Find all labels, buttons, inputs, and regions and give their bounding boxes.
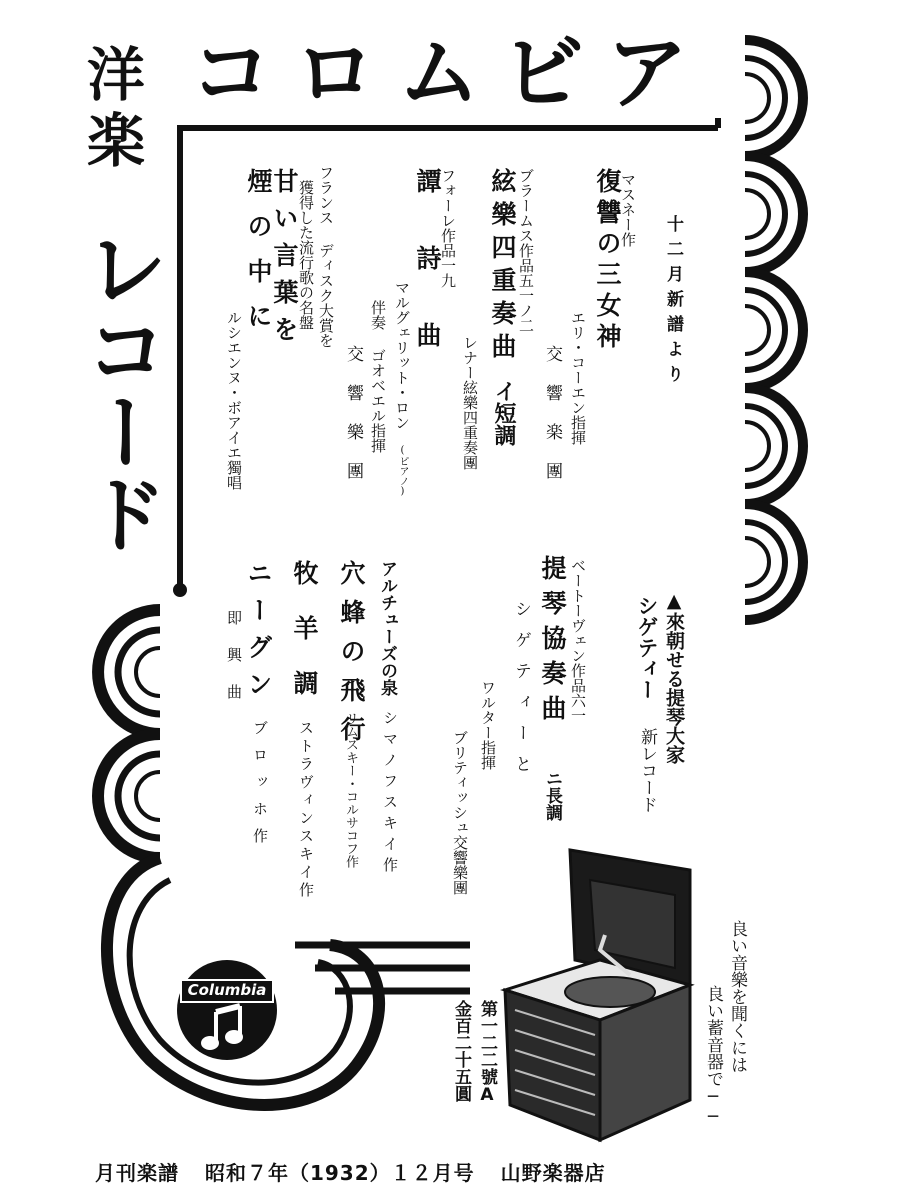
- footer-caption: [95, 1157, 624, 1186]
- release-3-accompaniment: 伴奏 ゴオベエル指揮: [369, 300, 387, 453]
- release-3-title: 譚詩曲: [413, 168, 442, 399]
- release-4-title2: 煙の中に: [244, 168, 273, 348]
- release-3-performer: 交響樂團: [343, 345, 363, 501]
- release-8-subtitle: 即興曲: [225, 610, 243, 721]
- release-8-composer: ブロッホ作: [251, 720, 269, 855]
- szigeti-composer: ベートーヴェン作品六一: [569, 558, 587, 723]
- release-5-title: アルチューズの泉: [377, 560, 397, 696]
- release-4-tagline: フランス ディスク大賞を: [317, 165, 335, 348]
- brand-title: コロムビア: [190, 28, 710, 120]
- columbia-logo-text: Columbia: [187, 981, 267, 999]
- release-2-performer: レナー絃樂四重奏團: [461, 335, 479, 470]
- release-4-singer: ルシエンヌ・ボアイエ獨唱: [225, 310, 243, 490]
- release-8-title: ニーグン: [244, 560, 273, 708]
- release-2-composer: ブラームス作品五一ノ二: [517, 168, 535, 333]
- release-1-composer: マスネー作: [619, 172, 637, 247]
- footer-date: 昭和７年（1932）１２月号: [204, 1161, 475, 1185]
- release-4-tagline2: 獲得した流行歌の名盤: [297, 180, 315, 330]
- release-3-soloist: マルグェリット・ロン: [393, 280, 411, 430]
- release-6-composer: リムスキー・コルサコフ作: [343, 712, 358, 868]
- release-1-performer: 交響楽團: [542, 345, 562, 501]
- frame-dot: [173, 583, 187, 597]
- szigeti-soloist: シゲティーと: [511, 600, 531, 786]
- issue-intro: 十二月新譜より: [663, 215, 683, 390]
- release-7-composer: ストラヴィンスキイ作: [297, 720, 315, 900]
- phonograph-model: 第一二二號A: [477, 1000, 497, 1105]
- szigeti-new-record: 新レコード: [637, 728, 657, 813]
- szigeti-key: ニ長調: [542, 770, 562, 821]
- szigeti-conductor: ワルター指揮: [479, 680, 497, 770]
- szigeti-orchestra: ブリティッシュ交響樂團: [451, 730, 469, 895]
- szigeti-intro: ▲來朝せる提琴大家: [663, 590, 685, 764]
- slogan-line-1: 良い音樂を聞くには: [727, 920, 747, 1073]
- footer-publisher: 山野楽器店: [500, 1161, 606, 1185]
- footer-magazine: 月刊楽譜: [95, 1161, 179, 1185]
- szigeti-name: シゲティー: [635, 595, 659, 700]
- release-4-title: 甘い言葉を: [270, 168, 299, 353]
- release-2-title: 絃樂四重奏曲: [488, 168, 517, 366]
- release-6-title: 穴蜂の飛行: [337, 560, 366, 755]
- release-1-title: 復讐の三女神: [593, 168, 622, 354]
- slogan-line-2: 良い蓄音器で──: [703, 985, 723, 1127]
- release-2-key: イ短調: [491, 380, 516, 446]
- phonograph-illustration: [505, 850, 690, 1140]
- release-3-composer: フォーレ作品一九: [439, 168, 457, 288]
- phonograph-price: 金百二十五圓: [451, 1000, 471, 1102]
- release-7-title: 牧羊調: [290, 560, 319, 725]
- product-label: レコード: [71, 225, 169, 553]
- right-scallops: [745, 40, 803, 620]
- release-3-instrument: (ピアノ): [397, 445, 408, 497]
- release-1-conductor: エリ・コーエン指揮: [569, 310, 587, 445]
- szigeti-title: 提琴協奏曲: [538, 555, 567, 730]
- release-5-composer: シマノフスキイ作: [381, 710, 399, 878]
- genre-label: 洋楽: [77, 44, 145, 176]
